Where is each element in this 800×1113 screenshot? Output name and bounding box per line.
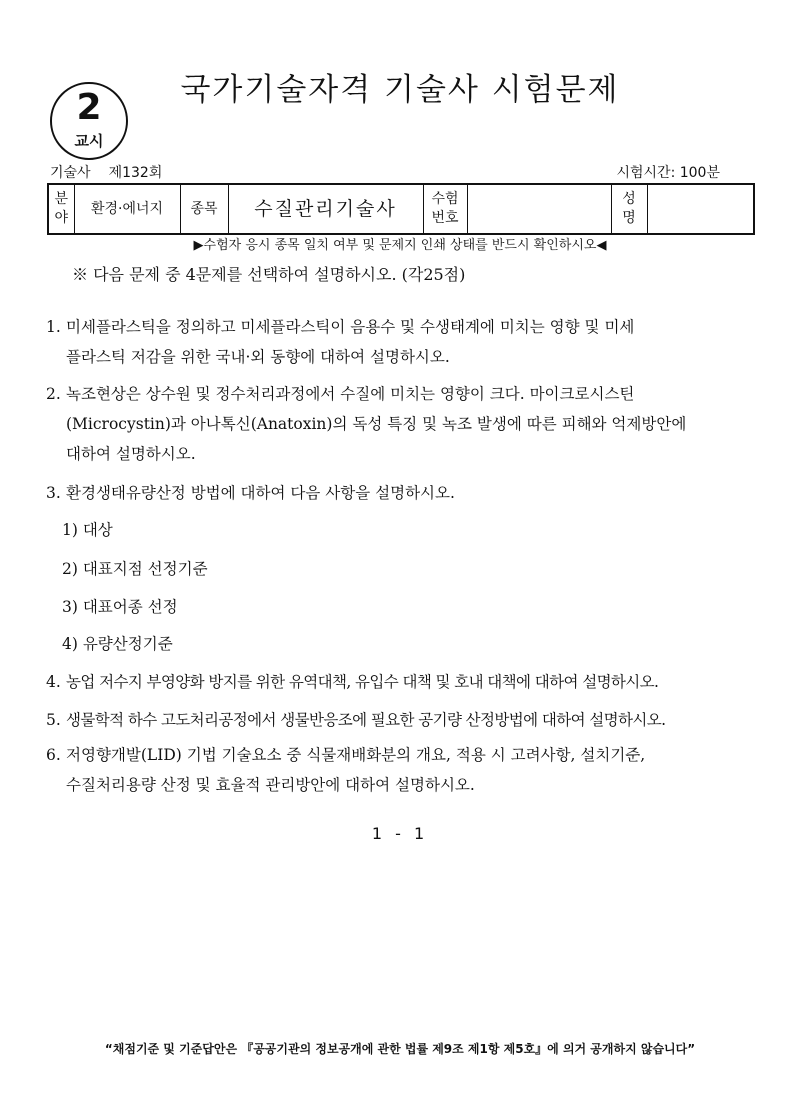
question-text-line: 환경생태유량산정 방법에 대하여 다음 사항을 설명하시오.: [66, 484, 455, 502]
footer-disclaimer: “채점기준 및 기준답안은 『공공기관의 정보공개에 관한 법률 제9조 제1항 제5호』에 의거 공개하지 않습니다”: [104, 1042, 696, 1056]
question-6: [46, 740, 758, 800]
question-text-line: 생물학적 하수 고도처리공정에서 생물반응조에 필요한 공기량 산정방법에 대하여 설명하시오.: [66, 711, 666, 729]
question-number: 3.: [46, 484, 61, 502]
question-5: [46, 705, 758, 735]
candidate-info-table: [47, 183, 755, 235]
field-label-line-1: 분: [54, 191, 69, 207]
name-field[interactable]: [647, 184, 754, 234]
instruction: ※ 다음 문제 중 4문제를 선택하여 설명하시오. (각25점): [72, 265, 466, 284]
question-text-line: 미세플라스틱을 정의하고 미세플라스틱이 음용수 및 수생태계에 미치는 영향 및 미세: [66, 318, 635, 336]
exam-category: 기술사: [50, 165, 91, 181]
field-label: [48, 184, 74, 234]
name-label-line-1: 성: [622, 191, 636, 207]
exam-time: 시험시간: 100분: [616, 165, 720, 181]
field-value: 환경·에너지: [74, 184, 180, 234]
question-3-subitem-1: 1) 대상: [62, 521, 113, 539]
field-label-line-2: 야: [54, 210, 69, 226]
question-text-line: (Microcystin)과 아나톡신(Anatoxin)의 독성 특징 및 녹조 발생에 따른 피해와 억제방안에: [66, 415, 687, 433]
exam-round: 제132회: [108, 165, 163, 181]
check-notice: ▶수험자 응시 종목 일치 여부 및 문제지 인쇄 상태를 반드시 확인하시오◀: [193, 238, 607, 253]
question-text-line: 녹조현상은 상수원 및 정수처리과정에서 수질에 미치는 영향이 크다. 마이크로시스틴: [66, 385, 635, 403]
question-number: 6.: [46, 746, 61, 764]
session-badge: [50, 82, 128, 160]
question-text-line: 저영향개발(LID) 기법 기술요소 중 식물재배화분의 개요, 적용 시 고려사항, 설치기준,: [66, 746, 646, 764]
page-number: 1 - 1: [371, 824, 429, 843]
exam-meta: [50, 164, 750, 182]
question-1: [46, 312, 758, 372]
session-number: 2: [76, 87, 102, 128]
session-unit: 교시: [74, 132, 104, 150]
item-label: 종목: [180, 184, 228, 234]
exam-number-field[interactable]: [467, 184, 611, 234]
question-number: 2.: [46, 385, 61, 403]
question-text-line: 대하여 설명하시오.: [66, 445, 196, 463]
exam-number-label: [423, 184, 467, 234]
exam-title: 국가기술자격 기술사 시험문제: [180, 72, 620, 108]
question-text-line: 수질처리용량 산정 및 효율적 관리방안에 대하여 설명하시오.: [66, 776, 475, 794]
question-4: [46, 667, 758, 697]
question-number: 4.: [46, 673, 61, 691]
question-text-line: 플라스틱 저감을 위한 국내·외 동향에 대하여 설명하시오.: [66, 348, 450, 366]
question-2: [46, 379, 758, 469]
name-label: [611, 184, 647, 234]
exam-number-label-line-2: 번호: [431, 210, 459, 226]
name-label-line-2: 명: [622, 210, 636, 226]
subject-name: 수질관리기술사: [228, 184, 423, 234]
question-3: [46, 478, 758, 508]
question-number: 1.: [46, 318, 61, 336]
question-number: 5.: [46, 711, 61, 729]
exam-number-label-line-1: 수험: [431, 191, 459, 207]
question-3-subitem-2: 2) 대표지점 선정기준: [62, 560, 208, 578]
question-3-subitem-4: 4) 유량산정기준: [62, 635, 173, 653]
question-text-line: 농업 저수지 부영양화 방지를 위한 유역대책, 유입수 대책 및 호내 대책에 대하여 설명하시오.: [66, 673, 659, 691]
question-3-subitem-3: 3) 대표어종 선정: [62, 598, 178, 616]
